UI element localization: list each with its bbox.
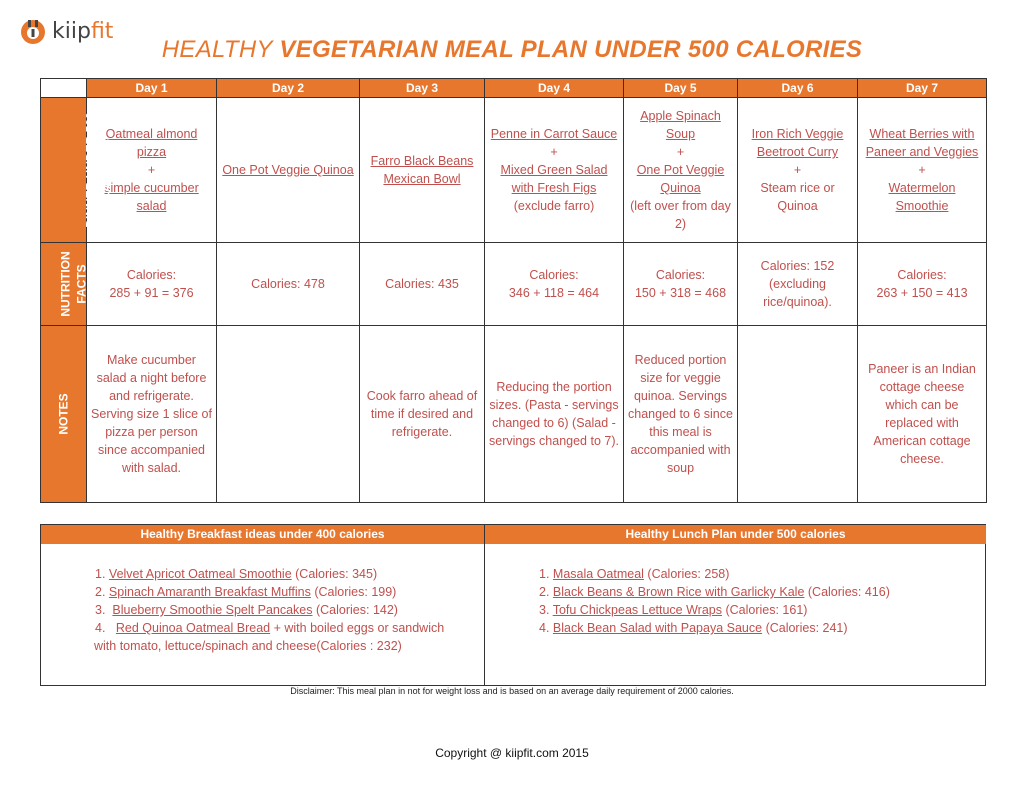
nutrition-cell: Calories: 435: [360, 243, 485, 326]
recipe-link[interactable]: Black Bean Salad with Papaya Sauce: [552, 621, 763, 635]
corner-cell: [41, 79, 87, 98]
recipe-link[interactable]: Black Beans & Brown Rice with Garlicky Kale: [552, 585, 805, 599]
breakfast-heading: Healthy Breakfast ideas under 400 calories: [41, 525, 484, 544]
notes-cell: Make cucumber salad a night before and refrigerate. Serving size 1 slice of pizza per person since accompanied with salad.: [87, 326, 217, 503]
dinner-cell: Penne in Carrot Sauce + Mixed Green Salad with Fresh Figs (exclude farro): [485, 98, 624, 243]
day-header: Day 3: [360, 79, 485, 98]
list-item: 1. Masala Oatmeal (Calories: 258): [539, 567, 730, 581]
breakfast-lunch-box: [40, 524, 986, 686]
recipe-link[interactable]: Wheat Berries with Paneer and Veggies: [865, 127, 979, 159]
notes-cell: [217, 326, 360, 503]
list-item: 3. Blueberry Smoothie Spelt Pancakes (Calories: 142): [95, 603, 398, 617]
dinner-cell: [360, 98, 485, 243]
nutrition-cell: Calories: 346 + 118 = 464: [485, 243, 624, 326]
day-header: Day 6: [738, 79, 858, 98]
recipe-link[interactable]: Farro Black Beans Mexican Bowl: [370, 154, 474, 186]
dinner-cell: Iron Rich Veggie Beetroot Curry + Steam rice or Quinoa: [738, 98, 858, 243]
lunch-heading: Healthy Lunch Plan under 500 calories: [484, 525, 986, 544]
meal-plan-table: [40, 78, 987, 503]
recipe-link[interactable]: Velvet Apricot Oatmeal Smoothie: [108, 567, 292, 581]
list-item: 1. Velvet Apricot Oatmeal Smoothie (Calories: 345): [95, 567, 378, 581]
list-item: 2. Spinach Amaranth Breakfast Muffins (Calories: 199): [95, 585, 397, 599]
recipe-link[interactable]: Blueberry Smoothie Spelt Pancakes: [112, 603, 313, 617]
nutrition-cell: Calories: 150 + 318 = 468: [624, 243, 738, 326]
day-header: Day 5: [624, 79, 738, 98]
recipe-link[interactable]: Iron Rich Veggie Beetroot Curry: [751, 127, 844, 159]
notes-row: [41, 326, 987, 503]
logo-text: kiipfit: [52, 18, 114, 44]
recipe-link[interactable]: One Pot Veggie Quinoa: [222, 163, 354, 177]
nutrition-cell: Calories: 478: [217, 243, 360, 326]
recipe-link[interactable]: simple cucumber salad: [104, 181, 199, 213]
recipe-link[interactable]: Mixed Green Salad with Fresh Figs: [500, 163, 608, 195]
list-item: 2. Black Beans & Brown Rice with Garlicky Kale (Calories: 416): [539, 585, 890, 599]
notes-cell: Paneer is an Indian cottage cheese which can be replaced with American cottage cheese.: [858, 326, 987, 503]
breakfast-list: [95, 565, 444, 655]
dinner-cell: Apple Spinach Soup + One Pot Veggie Quinoa (left over from day 2): [624, 98, 738, 243]
recipe-link[interactable]: Tofu Chickpeas Lettuce Wraps: [552, 603, 722, 617]
list-item-continued: with tomato, lettuce/spinach and cheese(Calories : 232): [94, 639, 402, 653]
row-header-dinner: DINNER UNDER 500 CALORIES: [41, 98, 87, 243]
recipe-link[interactable]: Masala Oatmeal: [552, 567, 644, 581]
dinner-cell: Oatmeal almond pizza + simple cucumber salad: [87, 98, 217, 243]
day-header: Day 1: [87, 79, 217, 98]
nutrition-cell: Calories: 285 + 91 = 376: [87, 243, 217, 326]
recipe-link[interactable]: Spinach Amaranth Breakfast Muffins: [108, 585, 311, 599]
recipe-link[interactable]: Watermelon Smoothie: [888, 181, 956, 213]
row-header-notes: NOTES: [41, 326, 87, 503]
notes-cell: Reduced portion size for veggie quinoa. Servings changed to 6 since this meal is accompanied with soup: [624, 326, 738, 503]
list-item: 4. Red Quinoa Oatmeal Bread + with boiled eggs or sandwich: [95, 621, 445, 635]
nutrition-cell: Calories: 263 + 150 = 413: [858, 243, 987, 326]
day-header: Day 4: [485, 79, 624, 98]
notes-cell: [738, 326, 858, 503]
disclaimer: Disclaimer: This meal plan in not for weight loss and is based on an average daily requirement of 2000 calories.: [290, 686, 734, 696]
list-item: 3. Tofu Chickpeas Lettuce Wraps (Calories: 161): [539, 603, 808, 617]
recipe-link[interactable]: Penne in Carrot Sauce: [490, 127, 618, 141]
row-header-nutrition: NUTRITION FACTS: [41, 243, 87, 326]
recipe-link[interactable]: Apple Spinach Soup: [640, 109, 721, 141]
day-header: Day 2: [217, 79, 360, 98]
list-item: 4. Black Bean Salad with Papaya Sauce (Calories: 241): [539, 621, 848, 635]
nutrition-row: [41, 243, 987, 326]
dinner-cell: Wheat Berries with Paneer and Veggies + Watermelon Smoothie: [858, 98, 987, 243]
page-title: HEALTHY VEGETARIAN MEAL PLAN UNDER 500 CALORIES: [161, 36, 863, 63]
copyright: Copyright @ kiipfit.com 2015: [435, 746, 589, 760]
dinner-row: [41, 98, 987, 243]
recipe-link[interactable]: Red Quinoa Oatmeal Bread: [115, 621, 271, 635]
dinner-note: (exclude farro): [513, 199, 595, 213]
lunch-list: [539, 565, 890, 637]
notes-cell: Reducing the portion sizes. (Pasta - servings changed to 6) (Salad - servings changed to 7).: [485, 326, 624, 503]
recipe-link[interactable]: Oatmeal almond pizza: [105, 127, 198, 159]
nutrition-cell: Calories: 152 (excluding rice/quinoa).: [738, 243, 858, 326]
dinner-note: (left over from day 2): [630, 199, 731, 231]
day-header-row: [41, 79, 987, 98]
dinner-side: Steam rice or Quinoa: [760, 181, 835, 213]
recipe-link[interactable]: One Pot Veggie Quinoa: [636, 163, 725, 195]
dinner-cell: [217, 98, 360, 243]
day-header: Day 7: [858, 79, 987, 98]
notes-cell: Cook farro ahead of time if desired and refrigerate.: [360, 326, 485, 503]
